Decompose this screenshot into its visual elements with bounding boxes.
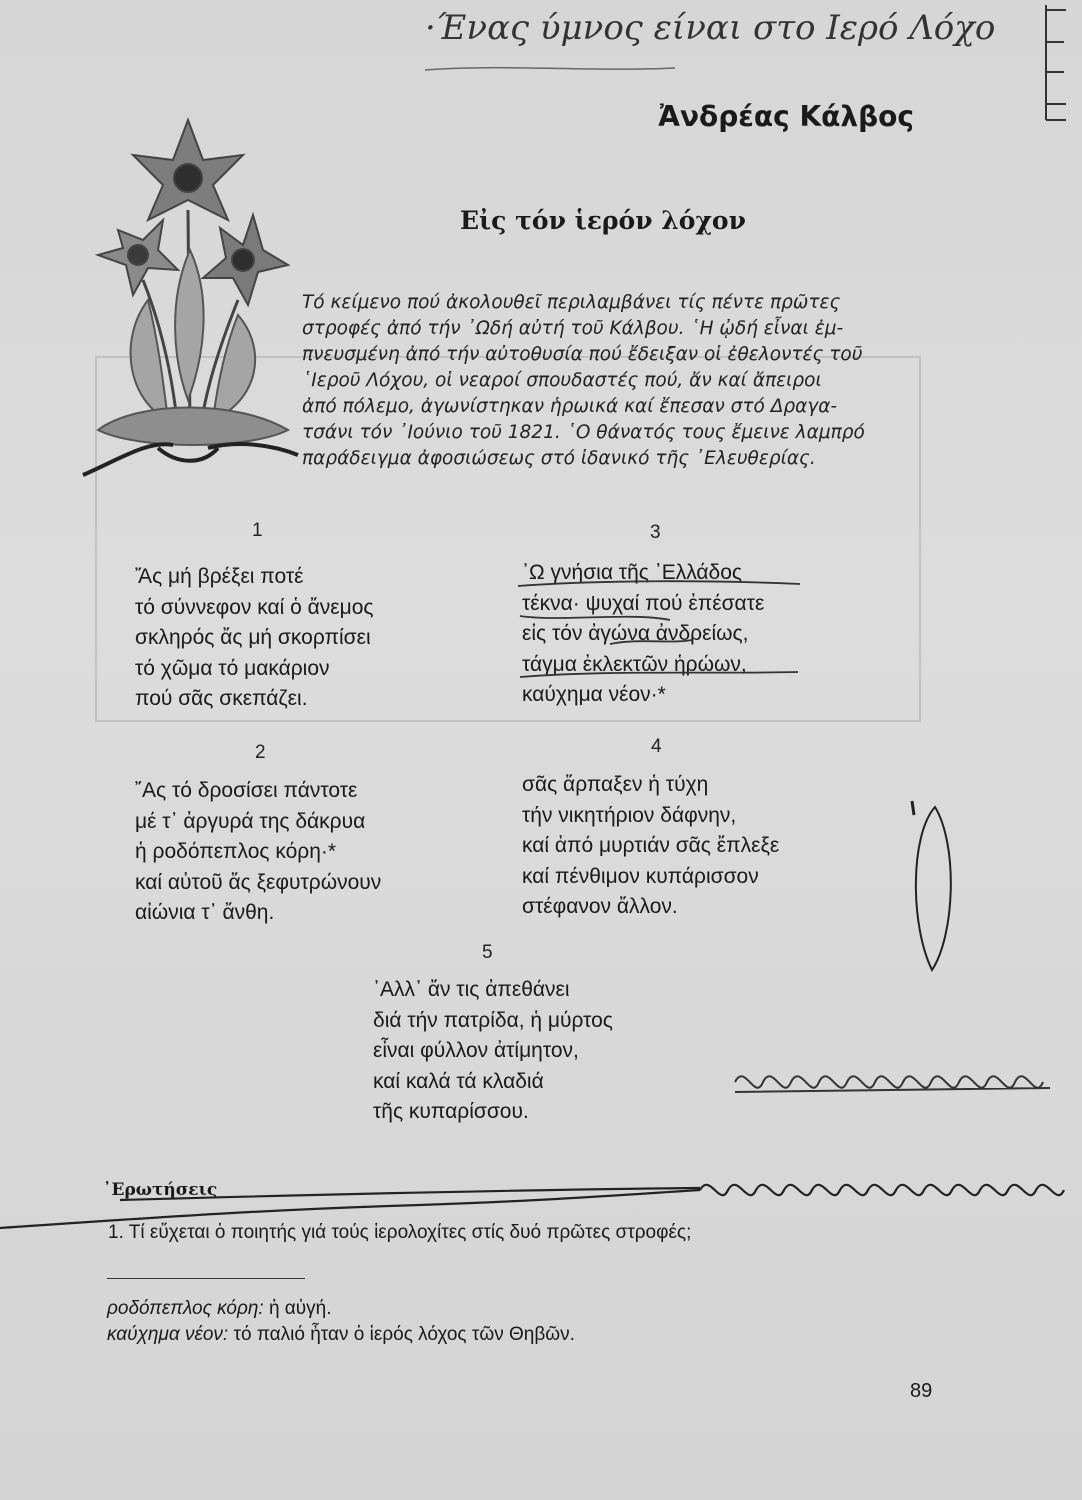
verse-line: Ἄς μή βρέξει ποτέ bbox=[135, 565, 304, 588]
stanza-number: 1 bbox=[252, 520, 263, 541]
verse-line: πού σᾶς σκεπάζει. bbox=[135, 687, 308, 710]
intro-line: ἀπό πόλεμο, ἀγωνίστηκαν ἡρωικά καί ἔπεσαν στό Δραγα- bbox=[302, 396, 838, 417]
verse-line: διά τήν πατρίδα, ἡ μύρτος bbox=[373, 1008, 613, 1032]
footnote-divider bbox=[107, 1278, 305, 1279]
stanza-5 bbox=[373, 975, 613, 1128]
verse-line: καί ἀπό μυρτιάν σᾶς ἔπλεξε bbox=[522, 834, 780, 857]
intro-line: πνευσμένη ἀπό τήν αὐτοθυσία πού ἔδειξαν οἱ ἐθελοντές τοῦ bbox=[302, 344, 863, 365]
verse-line: ἡ ροδόπεπλος κόρη·* bbox=[135, 840, 337, 863]
verse-line: εἶναι φύλλον ἀτίμητον, bbox=[373, 1039, 579, 1062]
handwritten-note: ·Ένας ύμνος είναι στο Ιερό Λόχο bbox=[425, 8, 996, 48]
footnote bbox=[107, 1296, 332, 1322]
verse-line: ῎Ας τό δροσίσει πάντοτε bbox=[135, 779, 358, 802]
questions-heading: ᾿Ερωτήσεις bbox=[103, 1180, 218, 1200]
footnote bbox=[107, 1322, 575, 1348]
footnote-term: ροδόπεπλος κόρη: bbox=[107, 1298, 264, 1319]
poem-title: Εἰς τόν ἱερόν λόχον bbox=[460, 206, 746, 235]
author-name: Ἀνδρέας Κάλβος bbox=[658, 100, 914, 133]
footnote-text: τό παλιό ἦταν ὁ ἱερός λόχος τῶν Θηβῶν. bbox=[228, 1324, 575, 1345]
handwritten-underline bbox=[420, 60, 680, 80]
verse-line: στέφανον ἄλλον. bbox=[522, 895, 678, 918]
question-item: 1. Τί εὔχεται ὁ ποιητής γιά τούς ἱερολοχίτες στίς δυό πρῶτες στροφές; bbox=[108, 1222, 692, 1243]
verse-line: τό χῶμα τό μακάριον bbox=[135, 656, 330, 680]
footnote-term: καύχημα νέον: bbox=[107, 1324, 229, 1345]
verse-line: καί καλά τά κλαδιά bbox=[373, 1069, 544, 1093]
stanza-number: 4 bbox=[651, 736, 662, 757]
intro-line: στροφές ἀπό τήν ᾿Ωδή αὐτή τοῦ Κάλβου. ῾Η ᾠδή εἶναι ἐμ- bbox=[302, 318, 844, 339]
verse-line: μέ τ᾿ ἀργυρά της δάκρυα bbox=[135, 809, 366, 833]
verse-line: τάγμα ἐκλεκτῶν ἡρώων, bbox=[522, 652, 747, 676]
pencil-oval-doodle bbox=[900, 795, 970, 980]
footnote-text: ἡ αὐγή. bbox=[263, 1298, 332, 1319]
verse-line: τῆς κυπαρίσσου. bbox=[373, 1100, 529, 1123]
pencil-scribble-doodle bbox=[730, 1062, 1075, 1112]
verse-line: τήν νικητήριον δάφνην, bbox=[522, 803, 737, 827]
stanza-1 bbox=[135, 562, 374, 715]
intro-line: τσάνι τόν ᾿Ιούνιο τοῦ 1821. ῾Ο θάνατός τους ἔμεινε λαμπρό bbox=[302, 422, 865, 443]
page-number: 89 bbox=[910, 1380, 933, 1402]
stanza-number: 3 bbox=[650, 522, 661, 543]
stanza-2 bbox=[135, 776, 381, 929]
verse-line: σᾶς ἅρπαξεν ἡ τύχη bbox=[522, 773, 709, 796]
intro-line: Τό κείμενο πού ἀκολουθεῖ περιλαμβάνει τίς πέντε πρῶτες bbox=[302, 292, 841, 313]
intro-line: ῾Ιεροῦ Λόχου, οἱ νεαροί σπουδαστές πού, ἄν καί ἄπειροι bbox=[302, 370, 822, 391]
verse-line: εἰς τόν ἀγώνα ἀνδρείως, bbox=[522, 622, 749, 645]
verse-line: καύχημα νέον·* bbox=[522, 683, 666, 706]
verse-line: ᾿Αλλ᾿ ἄν τις ἀπεθάνει bbox=[373, 978, 570, 1001]
pencil-strike-line bbox=[0, 1150, 1082, 1230]
verse-line: τό σύννεφον καί ὁ ἄνεμος bbox=[135, 595, 374, 619]
stanza-number: 5 bbox=[482, 942, 493, 963]
intro-paragraph bbox=[302, 290, 865, 472]
flower-ornament-illustration bbox=[78, 100, 303, 500]
verse-line: αἰώνια τ᾿ ἄνθη. bbox=[135, 901, 275, 924]
verse-line: ᾿Ω γνήσια τῆς ᾿Ελλάδος bbox=[522, 561, 743, 584]
verse-line: καί πένθιμον κυπάρισσον bbox=[522, 864, 759, 888]
verse-line: καί αὐτοῦ ἄς ξεφυτρώνουν bbox=[135, 870, 382, 894]
handwritten-side-marks bbox=[1040, 0, 1082, 130]
pencil-underlines bbox=[510, 570, 810, 690]
stanza-4 bbox=[522, 770, 779, 923]
verse-line: τέκνα· ψυχαί πού ἐπέσατε bbox=[522, 591, 765, 615]
stanza-number: 2 bbox=[255, 742, 266, 763]
intro-line: παράδειγμα ἀφοσιώσεως στό ἰδανικό τῆς ᾿Ελευθερίας. bbox=[302, 448, 816, 469]
verse-line: σκληρός ἄς μή σκορπίσει bbox=[135, 626, 371, 649]
